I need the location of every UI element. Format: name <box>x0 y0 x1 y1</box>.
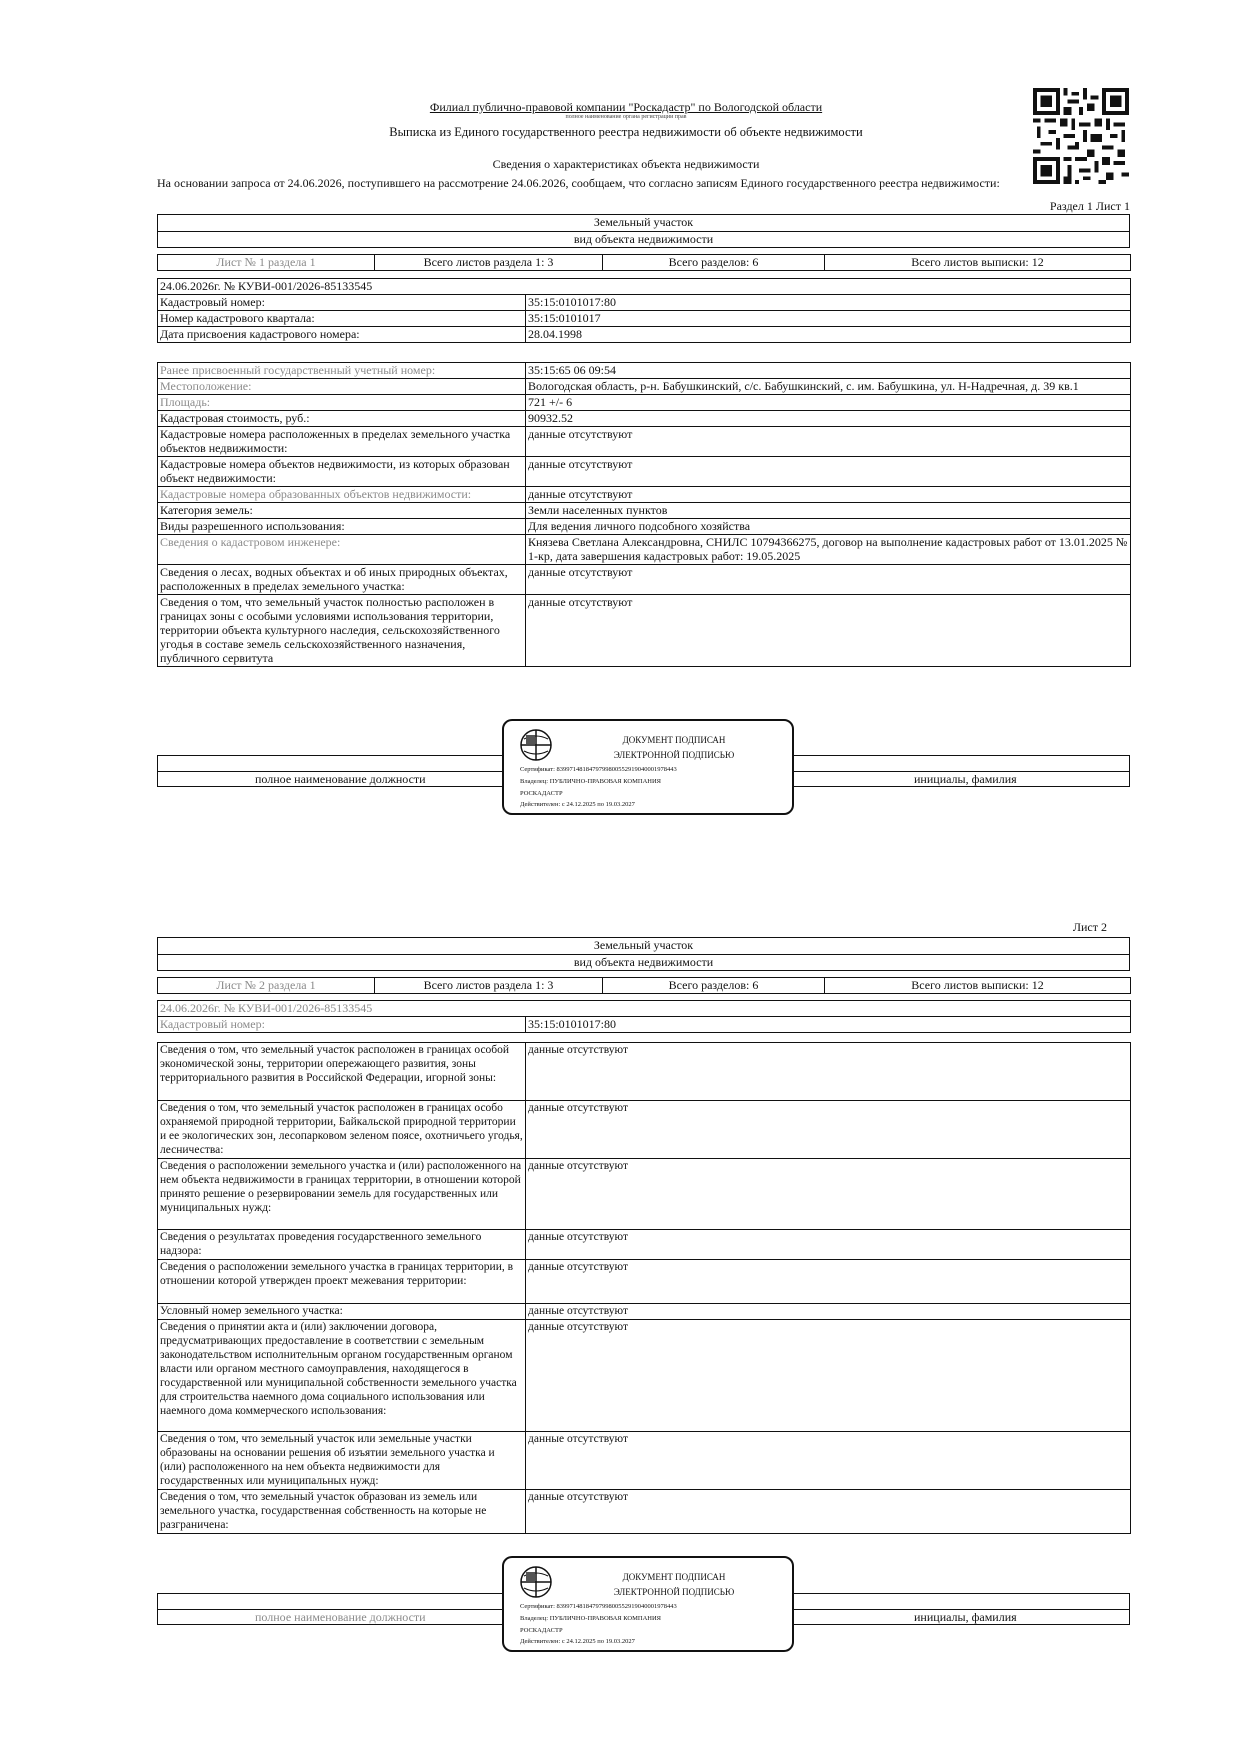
row-label: Категория земель: <box>158 503 526 519</box>
row-value: 35:15:0101017 <box>526 311 1131 327</box>
row-label: Кадастровый номер: <box>158 1017 526 1033</box>
row-label: Номер кадастрового квартала: <box>158 311 526 327</box>
row-label: Виды разрешенного использования: <box>158 519 526 535</box>
stamp-owner: Владелец: ПУБЛИЧНО-ПРАВОВАЯ КОМПАНИЯ <box>520 778 661 785</box>
registry-org-caption: полное наименование органа регистрации прав <box>565 114 687 120</box>
row-label: Кадастровые номера образованных объектов недвижимости: <box>158 487 526 503</box>
row-label: Сведения о том, что земельный участок полностью расположен в границах зоны с особыми условиями использования территории, территории объекта культурного наследия, сельскохозяйственного угодья в составе земель сельскохозяйственного назначения, публичного сервитута <box>158 595 526 667</box>
qr-code-icon <box>1033 88 1129 184</box>
row-value: данные отсутствуют <box>526 1320 1131 1432</box>
row-label: Кадастровый номер: <box>158 295 526 311</box>
row-label: Условный номер земельного участка: <box>158 1304 526 1320</box>
row-value: Вологодская область, р-н. Бабушкинский, с/с. Бабушкинский, с. им. Бабушкина, ул. Н-Надречная, д. 39 кв.1 <box>526 379 1131 395</box>
stamp-line1: ДОКУМЕНТ ПОДПИСАН <box>622 1572 726 1582</box>
row-label: Сведения о результатах проведения государственного земельного надзора: <box>158 1230 526 1260</box>
sheets-in-section: Всего листов раздела 1: 3 <box>375 255 603 271</box>
row-label: Сведения о лесах, водных объектах и об иных природных объектах, расположенных в пределах земельного участка: <box>158 565 526 595</box>
row-label: Ранее присвоенный государственный учетный номер: <box>158 363 526 379</box>
row-value: данные отсутствуют <box>526 1230 1131 1260</box>
row-label: Кадастровые номера объектов недвижимости, из которых образован объект недвижимости: <box>158 457 526 487</box>
total-sections: Всего разделов: 6 <box>603 255 825 271</box>
row-value: Князева Светлана Александровна, СНИЛС 10794366275, договор на выполнение кадастровых работ от 13.01.2025 № 1-кр, дата завершения кадастровых работ: 19.05.2025 <box>526 535 1131 565</box>
stamp-line2: ЭЛЕКТРОННОЙ ПОДПИСЬЮ <box>613 1587 735 1597</box>
position-label: полное наименование должности <box>255 772 426 786</box>
total-sheets: Всего листов выписки: 12 <box>825 255 1131 271</box>
stamp-certificate: Сертификат: 8399714818479799800552919040001978443 <box>520 766 677 773</box>
row-value: данные отсутствуют <box>526 1490 1131 1534</box>
object-type-caption: вид объекта недвижимости <box>158 232 1130 248</box>
stamp-validity: Действителен: с 24.12.2025 по 19.03.2027 <box>520 1638 635 1645</box>
stamp-owner-name: РОСКАДАСТР <box>520 1627 563 1634</box>
sheet-info-table <box>157 254 1131 271</box>
row-value: 35:15:0101017:80 <box>526 1017 1131 1033</box>
row-label: Кадастровая стоимость, руб.: <box>158 411 526 427</box>
row-value: данные отсутствуют <box>526 595 1131 667</box>
e-signature-stamp-2 <box>502 1556 794 1652</box>
request-basis-text: На основании запроса от 24.06.2026, поступившего на рассмотрение 24.06.2026, сообщаем, что согласно записям Единого государственного реестра недвижимости: <box>157 176 1000 190</box>
row-label: Сведения о расположении земельного участка в границах территории, в отношении которой утвержден проект межевания территории: <box>158 1260 526 1304</box>
row-label: Сведения о том, что земельный участок образован из земель или земельного участка, государственная собственность на которые не разграничена: <box>158 1490 526 1534</box>
sheet-2-label: Лист 2 <box>1072 920 1107 934</box>
name-label: инициалы, фамилия <box>914 1610 1017 1624</box>
row-label: Сведения о расположении земельного участка и (или) расположенного на нем объекта недвижимости в границах территории, в отношении которой принято решение о резервировании земель для государственных или муниципальных нужд: <box>158 1159 526 1230</box>
row-value: данные отсутствуют <box>526 1159 1131 1230</box>
cadastral-header-table-2 <box>157 1000 1131 1033</box>
e-signature-stamp <box>502 719 794 815</box>
row-value: 90932.52 <box>526 411 1131 427</box>
row-value: данные отсутствуют <box>526 1043 1131 1101</box>
row-value: данные отсутствуют <box>526 565 1131 595</box>
extract-title: Выписка из Единого государственного реестра недвижимости об объекте недвижимости <box>389 125 863 139</box>
object-type: Земельный участок <box>158 938 1130 955</box>
row-label: Местоположение: <box>158 379 526 395</box>
sheet-number: Лист № 1 раздела 1 <box>158 255 375 271</box>
sheet-number: Лист № 2 раздела 1 <box>158 978 375 994</box>
row-label: Сведения о том, что земельный участок расположен в границах особой экономической зоны, территории опережающего развития, зоны территориального развития в Российской Федерации, игорной зоны: <box>158 1043 526 1101</box>
object-type-table-2 <box>157 937 1130 971</box>
position-label: полное наименование должности <box>255 1610 426 1624</box>
total-sheets: Всего листов выписки: 12 <box>825 978 1131 994</box>
object-type-caption: вид объекта недвижимости <box>158 955 1130 971</box>
roskadastr-logo-icon <box>520 1566 552 1598</box>
stamp-validity: Действителен: с 24.12.2025 по 19.03.2027 <box>520 801 635 808</box>
row-value: данные отсутствуют <box>526 457 1131 487</box>
row-value: 35:15:0101017:80 <box>526 295 1131 311</box>
row-value: данные отсутствуют <box>526 1101 1131 1159</box>
registry-org-name: Филиал публично-правовой компании "Роскадастр" по Вологодской области <box>429 100 823 114</box>
characteristics-table-2 <box>157 1042 1131 1534</box>
row-label: Площадь: <box>158 395 526 411</box>
cadastral-header-table <box>157 278 1131 343</box>
row-label: Кадастровые номера расположенных в пределах земельного участка объектов недвижимости: <box>158 427 526 457</box>
section-sheet-label: Раздел 1 Лист 1 <box>1049 199 1130 213</box>
row-value: данные отсутствуют <box>526 1304 1131 1320</box>
sheets-in-section: Всего листов раздела 1: 3 <box>375 978 603 994</box>
stamp-line1: ДОКУМЕНТ ПОДПИСАН <box>622 735 726 745</box>
name-label: инициалы, фамилия <box>914 772 1017 786</box>
row-value: данные отсутствуют <box>526 1432 1131 1490</box>
stamp-certificate: Сертификат: 8399714818479799800552919040001978443 <box>520 1603 677 1610</box>
row-value: 35:15:65 06 09:54 <box>526 363 1131 379</box>
row-value: данные отсутствуют <box>526 1260 1131 1304</box>
stamp-owner: Владелец: ПУБЛИЧНО-ПРАВОВАЯ КОМПАНИЯ <box>520 1615 661 1622</box>
row-value: данные отсутствуют <box>526 487 1131 503</box>
info-title: Сведения о характеристиках объекта недвижимости <box>492 157 760 171</box>
row-label: Сведения о том, что земельный участок или земельные участки образованы на основании решения об изъятии земельного участка и (или) расположенного на нем объекта недвижимости для государственных или муниципальных нужд: <box>158 1432 526 1490</box>
row-label: Дата присвоения кадастрового номера: <box>158 327 526 343</box>
sheet-info-table-2 <box>157 977 1131 994</box>
row-value: 28.04.1998 <box>526 327 1131 343</box>
extract-number: 24.06.2026г. № КУВИ-001/2026-85133545 <box>158 1001 1131 1017</box>
stamp-line2: ЭЛЕКТРОННОЙ ПОДПИСЬЮ <box>613 750 735 760</box>
object-type: Земельный участок <box>158 215 1130 232</box>
roskadastr-logo-icon <box>520 729 552 761</box>
row-label: Сведения о принятии акта и (или) заключении договора, предусматривающих предоставление в соответствии с земельным законодательством исполнительным органом государственным органом власти или органом местного самоуправления, находящегося в государственной или муниципальной собственности земельного участка для строительства наемного дома социального использования или наемного дома коммерческого использования: <box>158 1320 526 1432</box>
characteristics-table <box>157 362 1131 667</box>
total-sections: Всего разделов: 6 <box>603 978 825 994</box>
row-value: 721 +/- 6 <box>526 395 1131 411</box>
row-value: Для ведения личного подсобного хозяйства <box>526 519 1131 535</box>
stamp-owner-name: РОСКАДАСТР <box>520 790 563 797</box>
row-value: Земли населенных пунктов <box>526 503 1131 519</box>
row-label: Сведения о том, что земельный участок расположен в границах особо охраняемой природной территории, Байкальской природной территории и ее экологических зон, лесопарковом зеленом поясе, охотничьего угодья, лесничества: <box>158 1101 526 1159</box>
row-value: данные отсутствуют <box>526 427 1131 457</box>
object-type-table <box>157 214 1130 248</box>
row-label: Сведения о кадастровом инженере: <box>158 535 526 565</box>
extract-number: 24.06.2026г. № КУВИ-001/2026-85133545 <box>158 279 1131 295</box>
